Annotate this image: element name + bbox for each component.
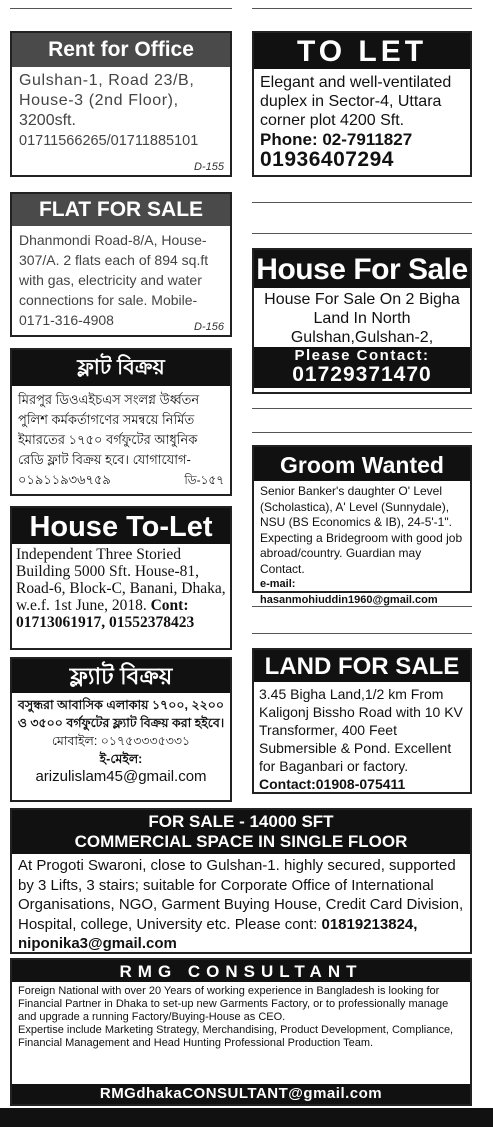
ad-mobile: 01936407294: [260, 148, 394, 171]
top-rule: [10, 8, 232, 9]
ad-body: [12, 854, 470, 956]
ad-title: ফ্ল্যাট বিক্রয়: [12, 659, 230, 693]
ad-body: [254, 682, 470, 796]
ad-body: [12, 982, 470, 1053]
ad-title: RMG CONSULTANT: [12, 960, 470, 982]
ad-rent-for-office: [10, 31, 232, 177]
ad-contact: 01819213824, niponika3@gmail.com: [18, 915, 418, 952]
ad-line: 3200sft.: [19, 112, 76, 129]
ad-phone: ০১৯১১৯৩৬৭৫৯: [18, 472, 111, 487]
ad-body: [254, 481, 470, 611]
ad-email: arizulislam45@gmail.com: [35, 768, 207, 785]
separator: [252, 408, 472, 409]
ad-rmg-consultant: [10, 958, 472, 1106]
ad-text: 3.45 Bigha Land,1/2 km From Kaligonj Bissho Road with 10 KV Transformer, 400 Feet Submersible & Pond. Excellent for Baganbari or factory.: [259, 686, 463, 774]
ad-title: Groom Wanted: [254, 447, 470, 481]
ad-body: [12, 67, 230, 155]
ad-footer: [18, 470, 224, 490]
ad-text: মিরপুর ডিওএইচএস সংলগ্ন উর্ধ্বতন পুলিশ কর্মকর্তাগণের সমন্বয়ে নির্মিত ইমারতের ১৭৫০ বর্গফুটের আধুনিক রেডি ফ্লাট বিক্রয় হবে। যোগাযোগ-: [18, 392, 200, 467]
ad-paragraph: Expertise include Marketing Strategy, Merchandising, Product Development, Compliance, Financial Management and Head Hunting Professional Production Team.: [18, 1024, 454, 1049]
separator: [252, 432, 472, 433]
ad-title: Rent for Office: [12, 33, 230, 67]
ad-body: [254, 69, 470, 175]
ad-title: FOR SALE - 14000 SFT: [148, 812, 334, 831]
ad-email: RMGdhakaCONSULTANT@gmail.com: [12, 1084, 470, 1104]
ad-title-block: [12, 810, 470, 854]
separator: [252, 233, 472, 234]
ad-to-let: [252, 31, 472, 177]
ad-title: House For Sale: [254, 250, 470, 288]
ad-land-for-sale: [252, 648, 472, 794]
ad-code: D-156: [194, 321, 224, 333]
ad-text: Independent Three Storied Building 5000 Sft. House-81, Road-6, Block-C, Banani, Dhaka, w.e.f. 1st June, 2018.: [16, 546, 226, 614]
ad-subtitle: COMMERCIAL SPACE IN SINGLE FLOOR: [74, 832, 408, 851]
ad-title: TO LET: [254, 33, 470, 69]
ad-text: Dhanmondi Road-8/A, House-307/A. 2 flats each of 894 sq.ft with gas, electricity and water connections for sale. Mobile-0171-316-4908: [19, 232, 209, 328]
ad-phone: Phone: 02-7911827: [260, 130, 413, 149]
top-rule-right: [252, 8, 472, 9]
ad-bangla-flat-sale-2: [10, 657, 232, 802]
ad-commercial-space: [10, 808, 472, 954]
ad-text: বসুন্ধরা আবাসিক এলাকায় ১৭০০, ২২০০ ও ৩৫০০ বর্গফুটের ফ্ল্যাট বিক্রয় করা হইবে।: [17, 698, 225, 730]
ad-text: House For Sale On 2 Bigha Land In North Gulshan,Gulshan-2,: [264, 291, 460, 346]
ad-title: House To-Let: [12, 508, 230, 544]
ad-line: House-3 (2nd Floor),: [19, 92, 179, 109]
ad-title: LAND FOR SALE: [254, 650, 470, 682]
ad-body: [12, 544, 230, 633]
ad-paragraph: Foreign National with over 20 Years of working experience in Bangladesh is looking for Financial Partner in Dhaka to set-up new Garments Factory, or to professionally manage and upgrade a running Factory/Buying-House as CEO.: [18, 985, 449, 1023]
separator: [252, 202, 472, 203]
ad-contact: Cont: 01713061917, 01552378423: [16, 597, 195, 631]
ad-text: Elegant and well-ventilated duplex in Sector-4, Uttara corner plot 4200 Sft.: [260, 74, 452, 129]
ad-line: 01711566265/01711885101: [19, 133, 199, 149]
ad-text: At Progoti Swaroni, close to Gulshan-1. highly secured, supported by 3 Lifts, 3 stairs; suitable for Corporate Office of International Organisations, NGO, Garment Buying House, Credit Card Division, Hospital, college, University etc.: [18, 857, 464, 933]
ad-contact: Contact:01908-075411: [259, 776, 406, 792]
ad-bangla-flat-sale: [10, 348, 232, 496]
ad-code: ডি-১৫৭: [184, 473, 224, 487]
separator: [252, 633, 472, 634]
email-label: ই-মেইল:: [99, 752, 143, 766]
ad-groom-wanted: [252, 445, 472, 606]
contact-label: Please Contact:: [254, 347, 470, 364]
ad-title: ফ্লাট বিক্রয়: [12, 350, 230, 386]
ad-line: Gulshan-1, Road 23/B,: [19, 72, 195, 89]
ad-text: Senior Banker's daughter O' Level (Scholastica), A' Level (Sunnydale), NSU (BS Economics & IB), 24-5'-1". Expecting a Bridegroom with good job abroad/country. Guardian may Contact.: [260, 484, 463, 576]
contact-prefix: Please cont:: [234, 915, 318, 933]
bottom-band: [0, 1108, 493, 1127]
ad-flat-for-sale: [10, 192, 232, 337]
ad-house-for-sale: [252, 248, 472, 394]
ad-phone: 01729371470: [254, 364, 470, 388]
ad-body: [12, 386, 230, 494]
ad-title: FLAT FOR SALE: [12, 194, 230, 226]
ad-body: [12, 693, 230, 789]
ad-house-to-let: [10, 506, 232, 650]
ad-code: D-155: [194, 161, 224, 173]
ad-mobile: মোবাইল: ০১৭৫৩৩৩৫৩৩১: [51, 734, 191, 748]
ad-email: e-mail: hasanmohiuddin1960@gmail.com: [260, 578, 438, 606]
